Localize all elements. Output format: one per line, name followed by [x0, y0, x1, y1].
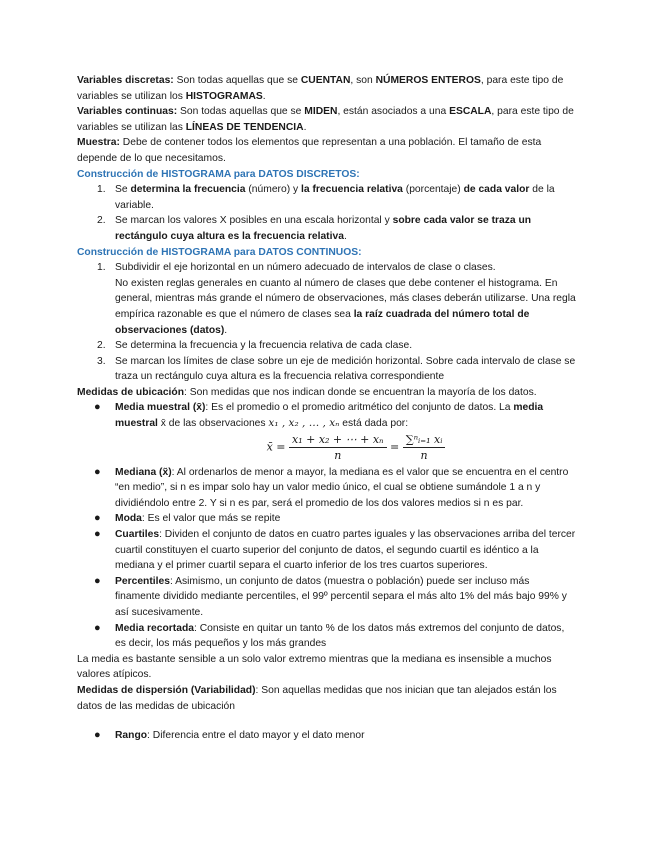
bold-text: NÚMEROS ENTEROS	[375, 75, 481, 86]
list-item	[77, 260, 577, 276]
list-number: 2.	[97, 215, 106, 227]
text: : Asimismo, un conjunto de datos (muestra o población) puede ser incluso más finamente dividido mediante percentiles, el 99º percentil separa el más alto 1% del más bajo 99% y así sucesivamente.	[115, 575, 567, 618]
fraction-sigma	[403, 433, 446, 462]
text: Se	[115, 184, 131, 196]
list-item	[77, 338, 577, 354]
text: .	[224, 324, 228, 336]
text: , están asociados a una	[337, 106, 450, 118]
bullet-icon: ●	[94, 729, 101, 742]
formula-media-muestral	[135, 433, 577, 462]
text: Debe de contener todos los elementos que representan a una población. El tamaño de esta depende de lo que necesitamos.	[77, 137, 542, 164]
bullet-icon: ●	[94, 574, 101, 587]
term-media-recortada: Media recortada	[115, 622, 194, 634]
document-body	[77, 73, 577, 744]
text: (porcentaje)	[402, 184, 464, 196]
bullet-media-recortada	[77, 621, 577, 652]
paragraph-medidas-dispersion	[77, 683, 577, 714]
list-item	[77, 182, 577, 213]
bullet-icon: ●	[94, 621, 101, 634]
bullet-cuartiles	[77, 527, 577, 574]
text: Son todas aquellas que se	[177, 106, 305, 118]
text: Se marcan los límites de clase sobre un eje de medición horizontal. Sobre cada intervalo de clase se traza un rectángulo cuya altura es la frecuencia relativa correspondiente	[115, 355, 576, 383]
text: , para este tipo de variables se utilizan las	[77, 106, 574, 133]
heading-histograma-continuos: Construcción de HISTOGRAMA para DATOS CONTINUOS:	[77, 246, 362, 258]
bullet-icon: ●	[94, 512, 101, 525]
text: : Dividen el conjunto de datos en cuatro partes iguales y las observaciones arriba del tercer cuartil constituyen el cuarto superior del conjunto de datos, el segundo cuartil es idéntico a la mediana y el primer cuartil separa el cuarto inferior de los tres cuartos superiores.	[115, 529, 576, 572]
paragraph-variables-discretas	[77, 73, 577, 104]
bold-text: media muestral	[115, 402, 544, 430]
paragraph-nota-media: La media es bastante sensible a un solo valor extremo mientras que la mediana es insensible a muchos valores atípicos.	[77, 653, 552, 681]
text: : Son medidas que nos indican donde se encuentran la mayoría de los datos.	[184, 386, 537, 398]
bullet-percentiles	[77, 574, 577, 621]
bold-text: CUENTAN	[300, 75, 351, 86]
bold-text: la frecuencia relativa	[301, 184, 403, 196]
paragraph-muestra	[77, 135, 577, 166]
bullet-icon: ●	[94, 401, 101, 414]
text: : Diferencia entre el dato mayor y el dato menor	[147, 730, 365, 742]
text: : Consiste en quitar un tanto % de los datos más extremos del conjunto de datos, es decir, los más pequeños y los más grandes	[115, 622, 565, 650]
bullet-media-muestral	[77, 400, 577, 431]
text: está dada por:	[339, 418, 409, 430]
term-medidas-dispersion: Medidas de dispersión (Variabilidad)	[77, 684, 256, 696]
term-moda: Moda	[115, 513, 142, 525]
fraction-numerator: ∑ⁿᵢ₌₁ xᵢ	[403, 433, 446, 448]
heading-histograma-discretos: Construcción de HISTOGRAMA para DATOS DISCRETOS:	[77, 168, 360, 180]
bold-text: HISTOGRAMAS	[185, 90, 263, 102]
text: .	[303, 121, 307, 133]
bold-text: ESCALA	[449, 106, 492, 118]
fraction-sum	[289, 433, 387, 462]
text: (número) y	[245, 184, 302, 196]
paragraph-medidas-ubicacion	[77, 385, 577, 401]
term-media-muestral: Media muestral (x̄)	[115, 402, 206, 414]
bold-text: de cada valor	[463, 184, 530, 196]
term-rango: Rango	[115, 730, 148, 742]
formula-equals: =	[390, 440, 400, 454]
list-discretos	[77, 182, 577, 244]
bullet-mediana	[77, 465, 577, 512]
text: de la variable.	[115, 184, 555, 211]
bullet-moda	[77, 511, 577, 527]
text: Se determina la frecuencia y la frecuencia relativa de cada clase.	[115, 340, 413, 352]
bold-text: MIDEN	[304, 106, 338, 118]
bold-text: sobre cada valor se traza un rectángulo cuya altura es la frecuencia relativa	[115, 215, 532, 242]
term-cuartiles: Cuartiles	[115, 529, 160, 541]
term-muestra: Muestra:	[77, 137, 120, 149]
text: .	[343, 230, 347, 242]
bullet-icon: ●	[94, 465, 101, 478]
text: : Son aquellas medidas que nos inician que tan alejados están los datos de las medidas de ubicación	[77, 684, 557, 712]
spacer	[77, 714, 577, 728]
text: , para este tipo de variables se utilizan los	[77, 75, 564, 102]
term-percentiles: Percentiles	[115, 575, 170, 587]
text: : Es el valor que más se repite	[141, 513, 281, 525]
list-item-continuation	[77, 276, 577, 338]
math-observations: x₁ , x₂ , … , xₙ	[268, 417, 340, 430]
paragraph-variables-continuas	[77, 104, 577, 135]
term-variables-discretas: Variables discretas:	[77, 75, 174, 86]
text: Son todas aquellas que se	[173, 75, 301, 86]
fraction-denominator: n	[420, 448, 428, 462]
text: : Al ordenarlos de menor a mayor, la mediana es el valor que se encuentra en el centro “en medio”, si n es impar solo hay un valor medio único, el cual se obtiene sumándole 1 a n y dividiéndolo entre 2. Y si n es par, será el promedio de los dos valores medios si n es par.	[115, 466, 569, 509]
text: .	[262, 90, 266, 102]
text: x̄ de las observaciones	[157, 418, 269, 430]
bold-text: la raíz cuadrada del número total de observaciones (datos)	[115, 308, 530, 336]
list-number: 1.	[97, 262, 106, 274]
bold-text: determina la frecuencia	[130, 184, 246, 196]
list-continuos	[77, 260, 577, 385]
fraction-numerator: x₁ + x₂ + ⋯ + xₙ	[289, 433, 387, 448]
fraction-denominator: n	[334, 448, 342, 462]
bold-text: LÍNEAS DE TENDENCIA	[185, 121, 304, 133]
formula-lhs: x̄ =	[266, 440, 286, 454]
bullet-rango	[77, 728, 577, 744]
list-item	[77, 354, 577, 385]
text: , son	[350, 75, 376, 86]
term-medidas-ubicacion: Medidas de ubicación	[77, 386, 184, 398]
list-number: 1.	[97, 184, 106, 196]
text: Subdividir el eje horizontal en un número adecuado de intervalos de clase o clases.	[115, 262, 496, 274]
list-item	[77, 213, 577, 244]
text: Se marcan los valores X posibles en una escala horizontal y	[115, 215, 393, 227]
list-number: 3.	[97, 355, 106, 367]
list-number: 2.	[97, 340, 106, 352]
term-mediana: Mediana (x̃)	[115, 466, 172, 478]
text: : Es el promedio o el promedio aritmético del conjunto de datos. La	[205, 402, 514, 414]
bullet-icon: ●	[94, 528, 101, 541]
text: No existen reglas generales en cuanto al número de clases que debe contener el histograma. En general, mientras más grande el número de observaciones, más clases deberán utilizarse. Una regla empírica razonable es que el número de clases sea	[115, 277, 576, 320]
term-variables-continuas: Variables continuas:	[77, 106, 178, 118]
